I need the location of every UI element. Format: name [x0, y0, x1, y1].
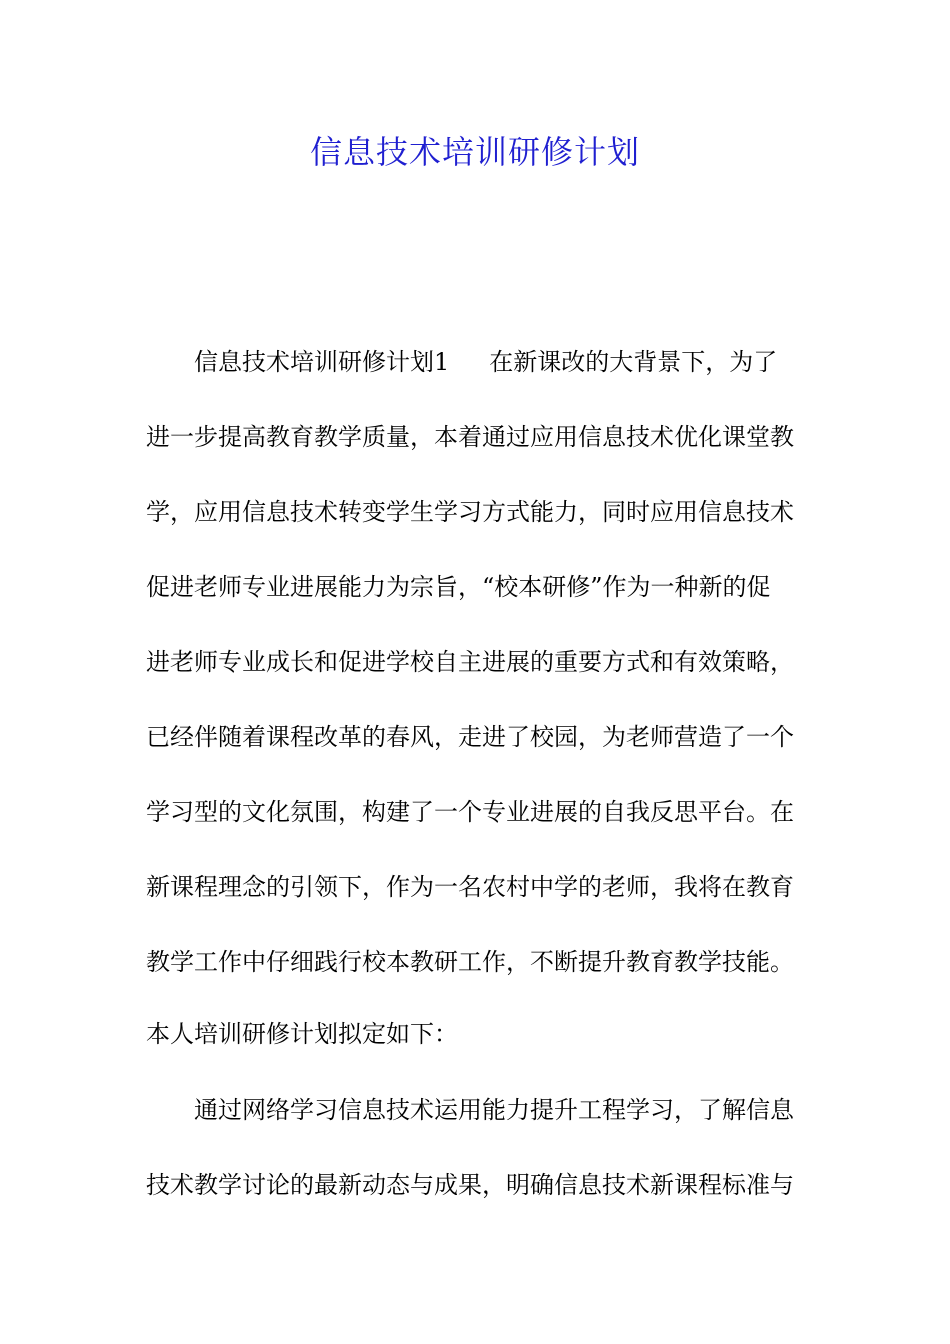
paragraph-line: 学习型的文化氛围，构建了一个专业进展的自我反思平台。在 — [146, 798, 794, 826]
paragraph-line: 技术教学讨论的最新动态与成果，明确信息技术新课程标准与 — [146, 1171, 794, 1199]
paragraph-text: 在新课改的大背景下，为了 — [489, 348, 778, 376]
section-heading: 信息技术培训研修计划1 — [194, 348, 450, 376]
paragraph-line: 新课程理念的引领下，作为一名农村中学的老师，我将在教育 — [146, 873, 794, 901]
paragraph-line: 本人培训研修计划拟定如下： — [146, 1020, 458, 1048]
paragraph-line: 教学工作中仔细践行校本教研工作，不断提升教育教学技能。 — [146, 948, 794, 976]
paragraph-line — [146, 342, 806, 382]
paragraph-line: 进老师专业成长和促进学校自主进展的重要方式和有效策略， — [146, 648, 794, 676]
document-title: 信息技术培训研修计划 — [309, 133, 640, 171]
paragraph-line: 进一步提高教育教学质量，本着通过应用信息技术优化课堂教 — [146, 423, 794, 451]
paragraph-line: 学，应用信息技术转变学生学习方式能力，同时应用信息技术 — [146, 498, 794, 526]
paragraph-line: 已经伴随着课程改革的春风，走进了校园，为老师营造了一个 — [146, 723, 794, 751]
paragraph-line: 通过网络学习信息技术运用能力提升工程学习，了解信息 — [194, 1096, 794, 1124]
paragraph-line: 促进老师专业进展能力为宗旨，“校本研修”作为一种新的促 — [146, 573, 771, 601]
